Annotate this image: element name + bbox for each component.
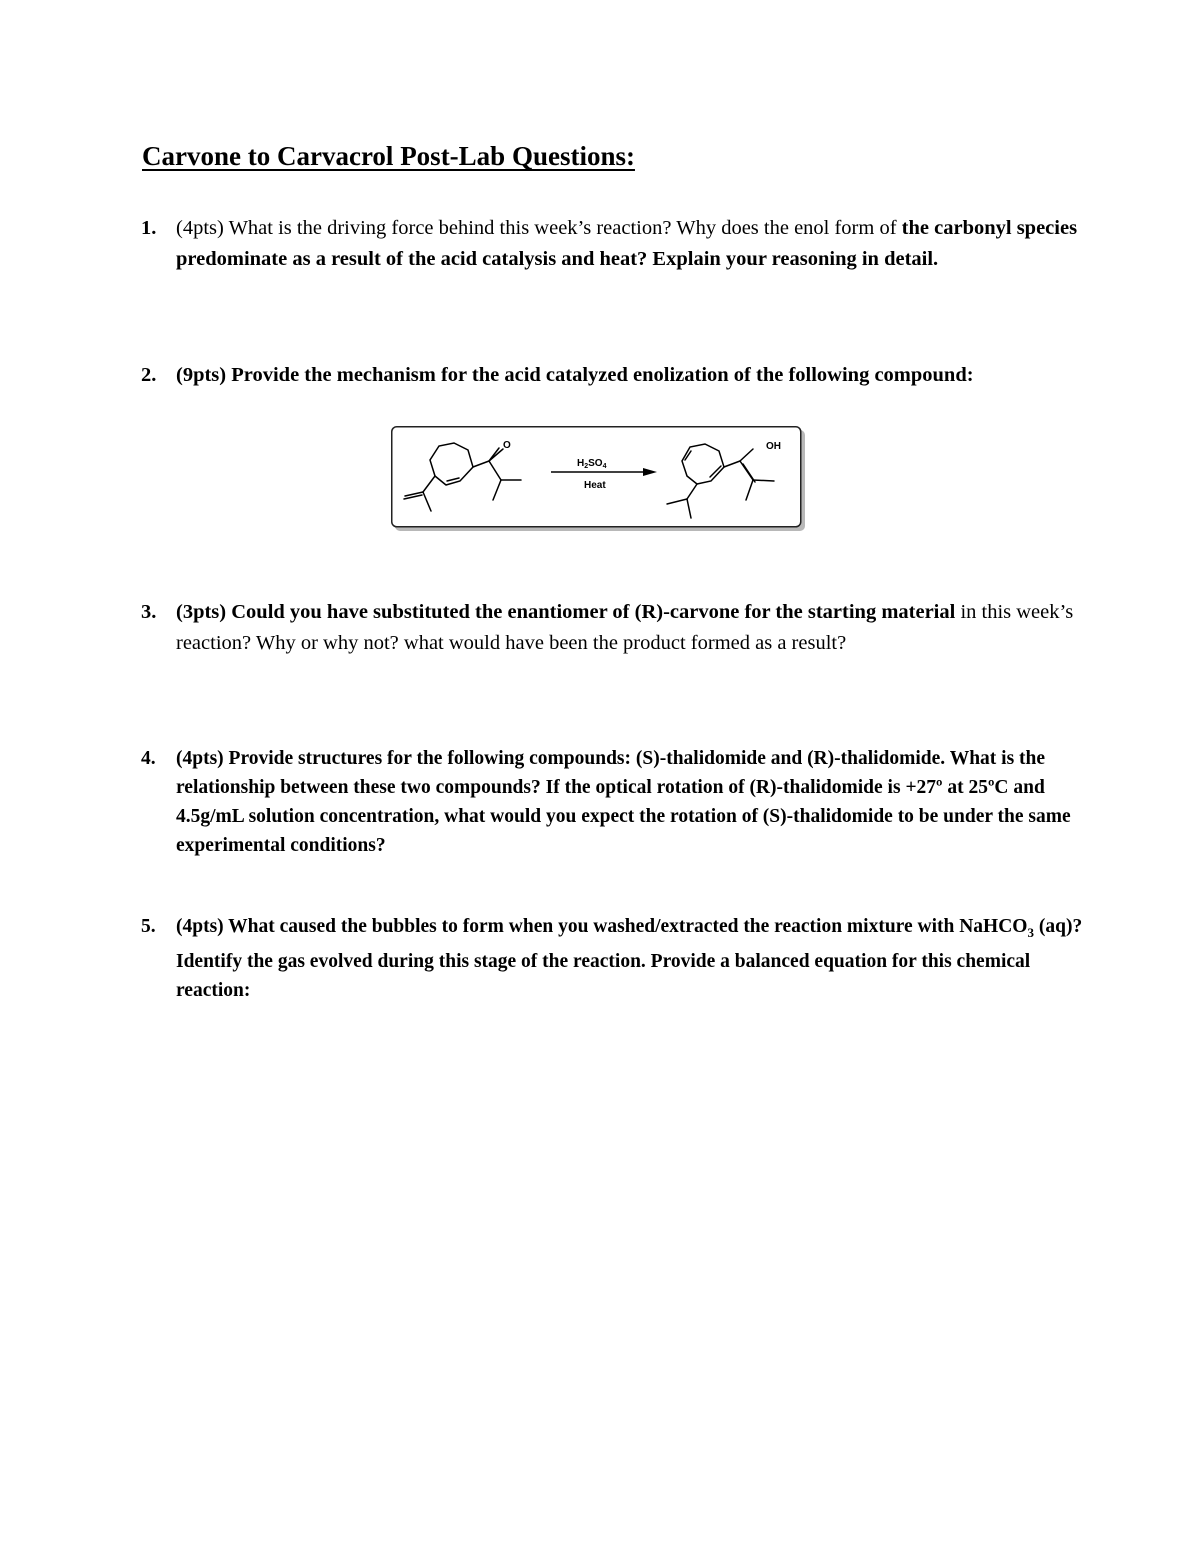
question-number: 4. xyxy=(141,748,156,769)
condition-label: Heat xyxy=(584,480,606,491)
scheme-frame xyxy=(392,427,801,527)
question-text: (9pts) Provide the mechanism for the acid catalyzed enolization of the following compound: xyxy=(176,364,974,386)
question-text: (4pts) What caused the bubbles to form when you washed/extracted the reaction mixture with NaHCO xyxy=(176,916,1028,937)
question-text: (4pts) What is the driving force behind this week’s reaction? Why does the enol form of xyxy=(176,217,902,239)
question-number: 5. xyxy=(141,916,156,937)
question-number: 1. xyxy=(141,217,157,239)
product-hydroxyl-label: OH xyxy=(766,441,781,452)
reactant-oxygen-label: O xyxy=(503,440,511,451)
reaction-scheme xyxy=(391,426,806,532)
question-2 xyxy=(141,360,1096,391)
question-text: in this week’s reaction? Why or why not? what would have been the product formed as a result? xyxy=(176,601,1074,654)
reaction-scheme-drawing xyxy=(391,426,806,532)
page-title: Carvone to Carvacrol Post-Lab Questions: xyxy=(142,141,635,171)
question-text-continued: (aq)? Identify the gas evolved during this stage of the reaction. Provide a balanced equation for this chemical reaction: xyxy=(176,916,1083,1001)
question-5 xyxy=(141,912,1096,1005)
question-3 xyxy=(141,597,1096,659)
question-text-bold: the carbonyl species predominate as a result of the acid catalysis and heat? Explain your reasoning in detail. xyxy=(176,217,1078,270)
question-4 xyxy=(141,744,1096,860)
reagent-label: $H_2SO_4$ xyxy=(577,458,607,470)
question-number: 3. xyxy=(141,601,157,623)
question-text-bold: (3pts) Could you have substituted the enantiomer of (R)-carvone for the starting material xyxy=(176,601,961,623)
question-text: (4pts) Provide structures for the following compounds: (S)-thalidomide and (R)-thalidomide. What is the relationship between these two compounds? If the optical rotation of (R)-thalidomide is +27º at 25ºC and 4.5g/mL solution concentration, what would you expect the rotation of (S)-thalidomide to be under the same experimental conditions? xyxy=(176,748,1071,856)
question-number: 2. xyxy=(141,364,157,386)
question-1 xyxy=(141,213,1096,275)
formula-subscript: 3 xyxy=(1027,924,1034,940)
